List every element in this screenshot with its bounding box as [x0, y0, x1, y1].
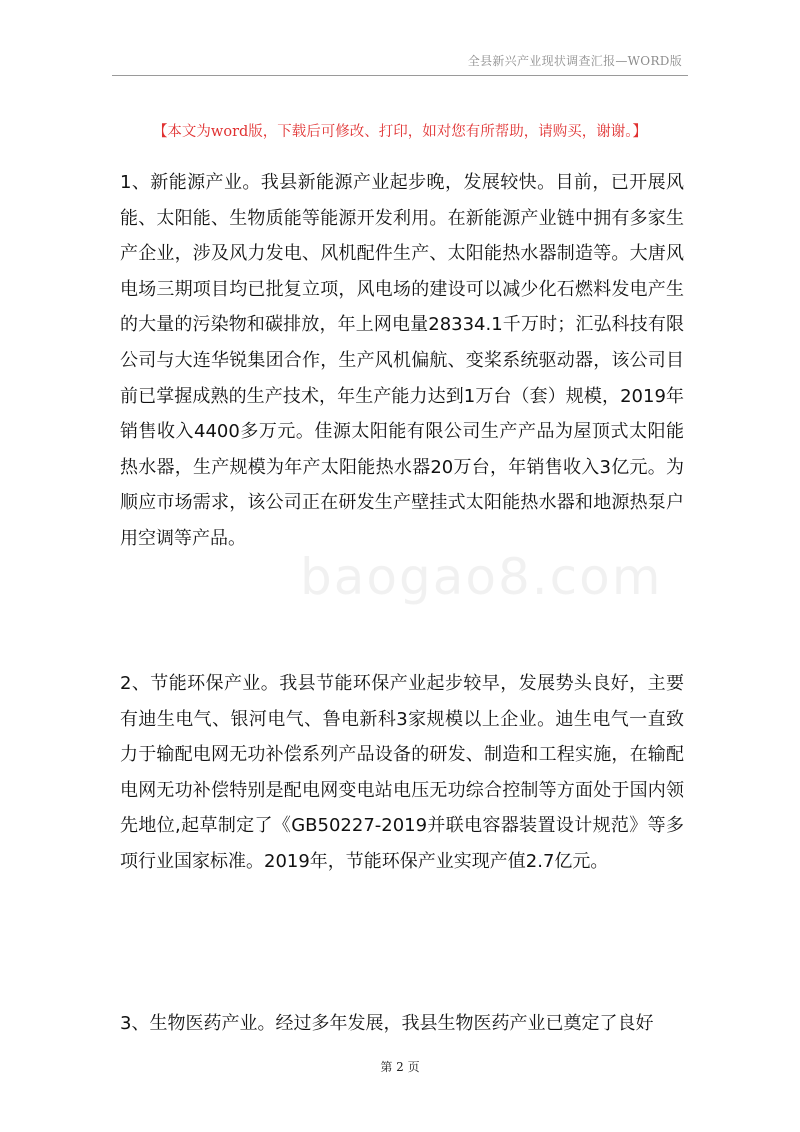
paragraph-biomedicine: 3、生物医药产业。经过多年发展，我县生物医药产业已奠定了良好 — [120, 1013, 654, 1034]
paragraph-new-energy: 1、新能源产业。我县新能源产业起步晚，发展较快。目前，已开展风能、太阳能、生物质能等能源开发利用。在新能源产业链中拥有多家生产企业，涉及风力发电、风机配件生产、太阳能热水器制造等。大唐风电场三期项目均已批复立项，风电场的建设可以减少化石燃料发电产生的大量的污染物和碳排放，年上网电量28334.1千万时；汇弘科技有限公司与大连华锐集团合作，生产风机偏航、变桨系统驱动器，该公司目前已掌握成熟的生产技术，年生产能力达到1万台（套）规模，2019年销售收入4400多万元。佳源太阳能有限公司生产产品为屋顶式太阳能热水器，生产规模为年产太阳能热水器20万台，年销售收入3亿元。为顺应市场需求，该公司正在研发生产壁挂式太阳能热水器和地源热泵户用空调等产品。 — [120, 172, 684, 549]
watermark: baogao8.com — [300, 548, 663, 606]
page-number: 第 2 页 — [380, 1060, 420, 1074]
header-title: 全县新兴产业现状调查汇报—WORD版 — [467, 54, 682, 68]
purchase-notice: 【本文为word版，下载后可修改、打印，如对您有所帮助，请购买，谢谢。】 — [152, 124, 648, 140]
header-divider — [112, 75, 688, 76]
paragraph-energy-saving: 2、节能环保产业。我县节能环保产业起步较早，发展势头良好，主要有迪生电气、银河电气、鲁电新科3家规模以上企业。迪生电气一直致力于输配电网无功补偿系列产品设备的研发、制造和工程实施，在输配电网无功补偿特别是配电网变电站电压无功综合控制等方面处于国内领先地位,起草制定了《GB50227-2019并联电容器装置设计规范》等多项行业国家标准。2019年，节能环保产业实现产值2.7亿元。 — [120, 673, 684, 872]
